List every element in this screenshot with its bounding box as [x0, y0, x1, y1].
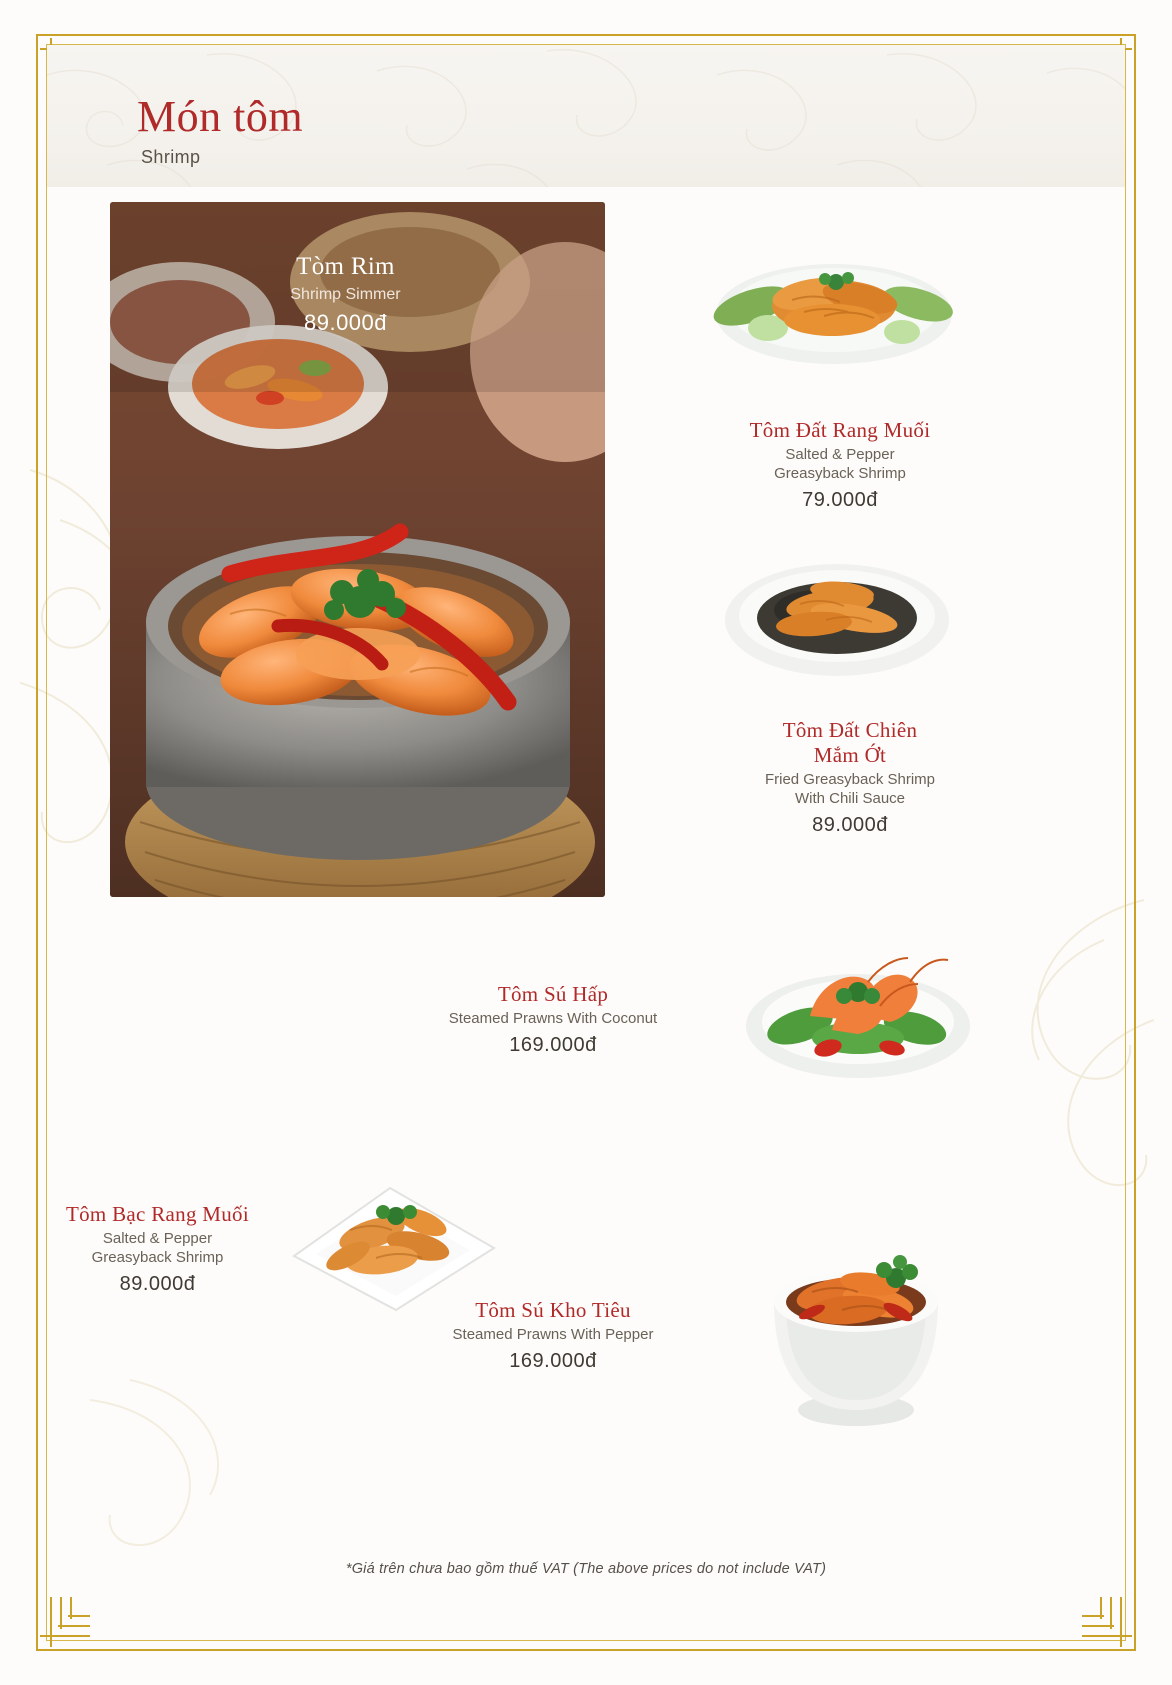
dish-price-tom-bac-rang-muoi: 89.000đ [119, 1272, 196, 1295]
dish-photo-tom-su-kho-tieu [738, 1228, 973, 1433]
dish-text-tom-dat-chien-mam-ot [700, 718, 1000, 837]
dish-price-tom-su-hap: 169.000đ [509, 1033, 597, 1056]
dish-photo-tom-rim [110, 202, 605, 897]
tom-su-kho-tieu-art [738, 1228, 973, 1433]
dish-name-tom-su-kho-tieu: Tôm Sú Kho Tiêu [475, 1298, 631, 1322]
tom-dat-rang-muoi-art [712, 248, 957, 373]
dish-desc-tom-dat-chien-mam-ot-line2: With Chili Sauce [794, 790, 906, 808]
page-subtitle: Shrimp [141, 147, 201, 167]
dish-text-tom-bac-rang-muoi [40, 1202, 275, 1296]
tom-su-hap-art [740, 930, 975, 1090]
dish-name-tom-dat-rang-muoi: Tôm Đất Rang Muối [749, 418, 931, 442]
dish-desc-tom-dat-rang-muoi-line2: Greasyback Shrimp [774, 464, 906, 482]
corner-ornament-bottom-left [40, 1585, 102, 1647]
dish-desc-tom-su-hap: Steamed Prawns With Coconut [448, 1010, 658, 1028]
header-text-block [137, 92, 304, 168]
dish-desc-tom-rim: Shrimp Simmer [290, 286, 401, 303]
dish-price-tom-dat-chien-mam-ot: 89.000đ [812, 813, 888, 836]
tom-dat-chien-mam-ot-art [722, 548, 952, 683]
dish-caption-tom-rim [110, 252, 581, 336]
dish-name-tom-bac-rang-muoi: Tôm Bạc Rang Muối [66, 1202, 249, 1226]
dish-name-tom-dat-chien-mam-ot-line2: Mắm Ớt [813, 743, 887, 768]
dish-price-tom-dat-rang-muoi: 79.000đ [802, 488, 878, 511]
dish-photo-tom-dat-chien-mam-ot [722, 548, 952, 683]
dish-text-tom-dat-rang-muoi [690, 418, 990, 512]
dish-price-tom-su-kho-tieu: 169.000đ [509, 1349, 597, 1372]
corner-ornament-bottom-right [1070, 1585, 1132, 1647]
dish-photo-tom-dat-rang-muoi [712, 248, 957, 373]
dish-name-tom-dat-chien-mam-ot-line1: Tôm Đất Chiên [782, 718, 918, 742]
dish-desc-tom-dat-rang-muoi-line1: Salted & Pepper [785, 446, 895, 464]
dish-text-tom-su-kho-tieu [398, 1298, 708, 1373]
vat-disclaimer: *Giá trên chưa bao gồm thuế VAT (The above prices do not include VAT) [345, 1561, 827, 1577]
dish-desc-tom-dat-chien-mam-ot-line1: Fried Greasyback Shrimp [764, 771, 936, 789]
dish-desc-tom-bac-rang-muoi-line2: Greasyback Shrimp [91, 1248, 224, 1266]
dish-text-tom-su-hap [398, 982, 708, 1057]
dish-price-tom-rim: 89.000đ [303, 310, 388, 335]
dish-desc-tom-bac-rang-muoi-line1: Salted & Pepper [102, 1230, 213, 1248]
page-title: Món tôm [137, 92, 304, 141]
page-header [47, 45, 1125, 187]
dish-name-tom-su-hap: Tôm Sú Hấp [497, 982, 609, 1006]
dish-desc-tom-su-kho-tieu: Steamed Prawns With Pepper [452, 1326, 654, 1344]
dish-name-tom-rim: Tòm Rim [296, 253, 395, 280]
dish-photo-tom-su-hap [740, 930, 975, 1090]
